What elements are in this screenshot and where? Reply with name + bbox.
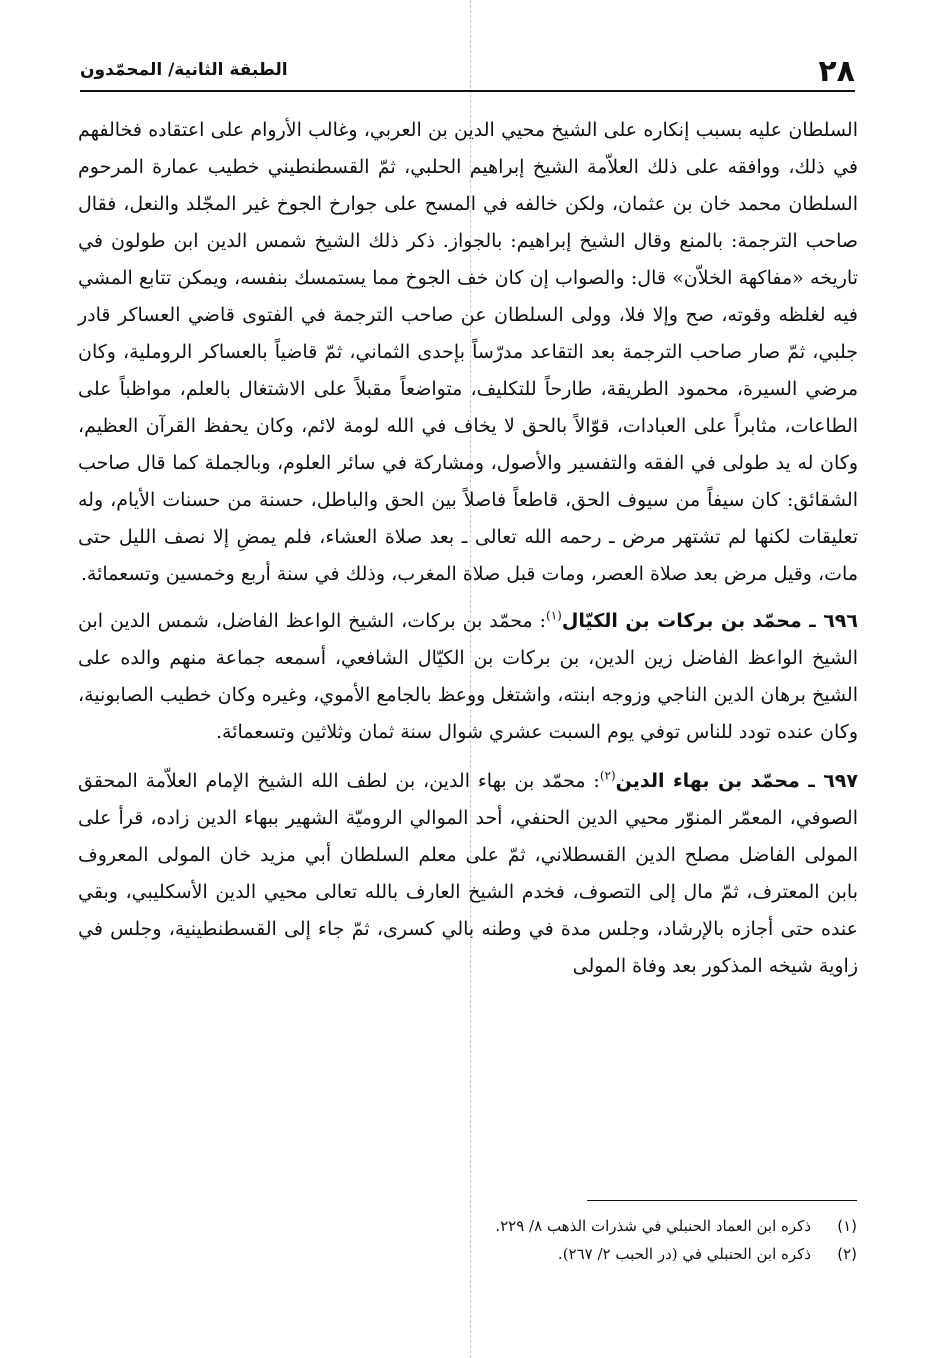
footnote-text: ذكره ابن الحنبلي في (در الحبب ٢/ ٢٦٧). — [557, 1245, 811, 1263]
footnote-divider — [587, 1200, 857, 1201]
page-header — [80, 50, 855, 92]
page-number: ٢٨ — [818, 54, 855, 89]
footnote-number: (٢) — [837, 1245, 857, 1263]
entry-696-text: : محمّد بن بركات، الشيخ الواعظ الفاضل، شمس الدين ابن الشيخ الواعظ الفاضل زين الدين، بن بركات بن الكيّال الشافعي، أسمعه جماعة منهم والده على الشيخ برهان الدين الناجي وزوجه ابنته، واشتغل ووعظ بالجامع الأموي، وغيره وكان خطيب الصابونية، وكان عنده تودد للناس توفي يوم السبت عشري شوال سنة ثمان وثلاثين وتسعمائة. — [78, 610, 858, 743]
footnote-ref-2[interactable]: (٢) — [599, 768, 616, 783]
footnote-2 — [77, 1240, 857, 1268]
entry-696-heading: ٦٩٦ ـ محمّد بن بركات بن الكيّال — [561, 610, 858, 632]
running-title: الطبقة الثانية/ المحمّدون — [80, 60, 288, 80]
entry-697 — [78, 763, 858, 985]
footnotes — [77, 1212, 857, 1268]
footnote-ref-1[interactable]: (١) — [546, 608, 562, 623]
entry-697-text: : محمّد بن بهاء الدين، بن لطف الله الشيخ الإمام العلاّمة المحقق الصوفي، المعمّر المنوّر محيي الدين الحنفي، أحد الموالي الروميّة الشهير ببهاء الدين زاده، قرأ على المولى الفاضل مصلح الدين القسطلاني، ثمّ على معلم السلطان أبي مزيد خان المولى المعروف بابن المعترف، ثمّ مال إلى التصوف، فخدم الشيخ العارف بالله تعالى محيي الدين الأسكليبي، وبقي عنده حتى أجازه بالإرشاد، وجلس مدة في وطنه بالي كسرى، ثمّ جاء إلى القسطنطينية، وجلس في زاوية شيخه المذكور بعد وفاة المولى — [78, 770, 858, 977]
footnote-1 — [77, 1212, 857, 1240]
footnote-number: (١) — [837, 1217, 857, 1235]
entry-697-heading: ٦٩٧ ـ محمّد بن بهاء الدين — [615, 770, 858, 792]
entry-696 — [78, 603, 858, 751]
paragraph-continued: السلطان عليه بسبب إنكاره على الشيخ محيي الدين بن العربي، وغالب الأروام على اعتقاده فخالفهم في ذلك، ووافقه على ذلك العلاّمة الشيخ إبراهيم الحلبي، ثمّ القسطنطيني خطيب عمارة المرحوم السلطان محمد خان بن عثمان، ولكن خالفه في المسح على جوارخ الجوخ غير المجّلد والنعل، فقال صاحب الترجمة: بالمنع وقال الشيخ إبراهيم: بالجواز. ذكر ذلك الشيخ شمس الدين ابن طولون في تاريخه «مفاكهة الخلاّن» قال: والصواب إن كان خف الجوخ مما يستمسك بنفسه، ويمكن تتابع المشي فيه لغلظه وقوته، صح وإلا فلا، وولى السلطان عن صاحب الترجمة في الفتوى قاضي العساكر قادر جلبي، ثمّ صار صاحب الترجمة بعد التقاعد مدرّساً بإحدى الثماني، ثمّ قاضياً بالعساكر الروملية، وكان مرضي السيرة، محمود الطريقة، طارحاً للتكليف، متواضعاً مقبلاً على الاشتغال بالعلم، مواظباً على الطاعات، مثابراً على العبادات، قوّالاً بالحق لا يخاف في الله لومة لائم، وكان يحفظ القرآن العظيم، وكان له يد طولى في الفقه والتفسير والأصول، ومشاركة في سائر العلوم، وبالجملة كما قال صاحب الشقائق: كان سيفاً من سيوف الحق، قاطعاً فاصلاً بين الحق والباطل، حسنة من حسنات الأيام، وله تعليقات لكنها لم تشتهر مرض ـ رحمه الله تعالى ـ بعد صلاة العشاء، فلم يمضِ إلا نصف الليل حتى مات، وقيل مرض بعد صلاة العصر، ومات قبل صلاة المغرب، وذلك في سنة أربع وخمسين وتسعمائة. — [78, 119, 858, 585]
footnote-text: ذكره ابن العماد الحنبلي في شذرات الذهب ٨/ ٢٢٩. — [495, 1217, 811, 1235]
main-text — [78, 112, 858, 997]
